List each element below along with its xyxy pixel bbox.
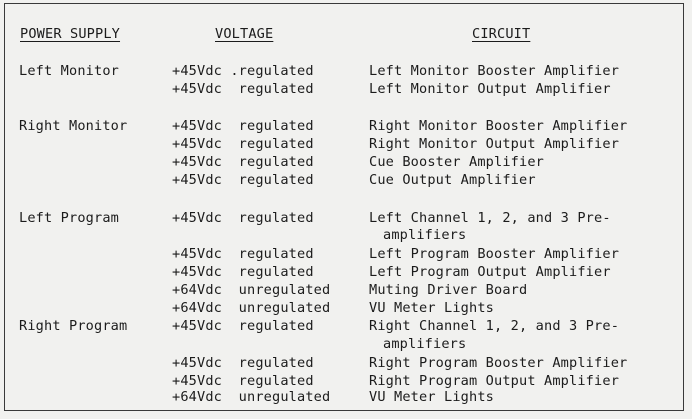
row-circuit: VU Meter Lights xyxy=(369,300,495,316)
row-circuit: Right Channel 1, 2, and 3 Pre- xyxy=(369,318,620,334)
row-supply: Left Program xyxy=(19,210,120,226)
row-voltage: +45Vdc regulated xyxy=(172,172,314,188)
row-circuit: Left Monitor Booster Amplifier xyxy=(369,63,620,79)
row-voltage: +64Vdc unregulated xyxy=(172,300,331,316)
header-voltage: VOLTAGE xyxy=(215,26,274,42)
row-voltage: +45Vdc regulated xyxy=(172,81,314,97)
row-circuit: Right Program Booster Amplifier xyxy=(369,355,628,371)
row-circuit: Right Program Output Amplifier xyxy=(369,373,620,389)
row-circuit: Muting Driver Board xyxy=(369,282,528,298)
row-voltage: +45Vdc regulated xyxy=(172,246,314,262)
row-circuit: Left Channel 1, 2, and 3 Pre- xyxy=(369,210,611,226)
row-circuit: amplifiers xyxy=(383,227,467,243)
row-circuit: Left Program Output Amplifier xyxy=(369,264,611,280)
row-circuit: Right Monitor Booster Amplifier xyxy=(369,118,628,134)
row-voltage: +45Vdc regulated xyxy=(172,373,314,389)
row-voltage: +45Vdc regulated xyxy=(172,154,314,170)
row-circuit: Left Program Booster Amplifier xyxy=(369,246,620,262)
power-supply-table xyxy=(4,3,684,411)
row-voltage: +64Vdc unregulated xyxy=(172,282,331,298)
header-circuit: CIRCUIT xyxy=(472,26,531,42)
row-voltage: +64Vdc unregulated xyxy=(172,389,331,405)
row-circuit: VU Meter Lights xyxy=(369,389,495,405)
row-circuit: Left Monitor Output Amplifier xyxy=(369,81,611,97)
row-circuit: Cue Output Amplifier xyxy=(369,172,536,188)
row-supply: Right Monitor xyxy=(19,118,128,134)
row-voltage: +45Vdc regulated xyxy=(172,318,314,334)
row-voltage: +45Vdc regulated xyxy=(172,355,314,371)
header-power-supply: POWER SUPPLY xyxy=(20,26,121,42)
row-voltage: +45Vdc regulated xyxy=(172,210,314,226)
row-voltage: +45Vdc regulated xyxy=(172,136,314,152)
row-supply: Right Program xyxy=(19,318,128,334)
row-circuit: amplifiers xyxy=(383,336,467,352)
row-circuit: Right Monitor Output Amplifier xyxy=(369,136,620,152)
row-supply: Left Monitor xyxy=(19,63,120,79)
row-circuit: Cue Booster Amplifier xyxy=(369,154,545,170)
row-voltage: +45Vdc regulated xyxy=(172,264,314,280)
row-voltage: +45Vdc .regulated xyxy=(172,63,314,79)
row-voltage: +45Vdc regulated xyxy=(172,118,314,134)
